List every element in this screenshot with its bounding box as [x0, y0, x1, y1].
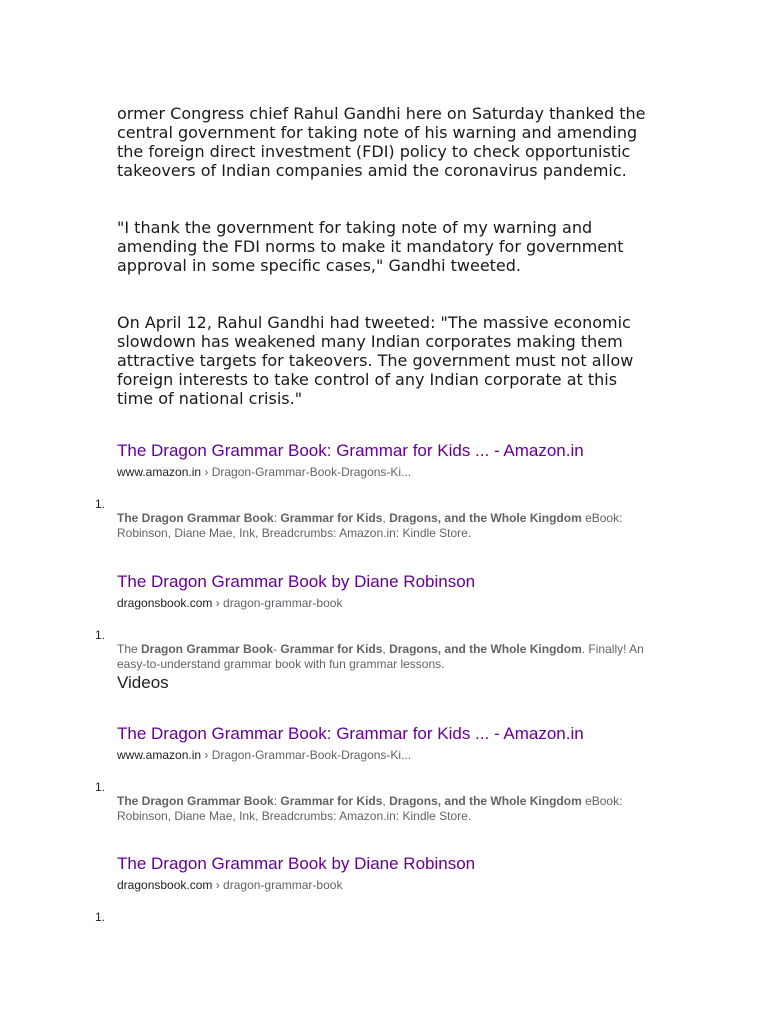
result-2-list-number: 1.: [95, 628, 106, 642]
result-3-host: www.amazon.in: [117, 748, 202, 762]
result-1-snippet: [117, 511, 657, 540]
result-2-title-link[interactable]: The Dragon Grammar Book by Diane Robinson: [117, 572, 476, 591]
snippet-text: -: [273, 642, 281, 656]
result-4-path: › dragon-grammar-book: [212, 878, 343, 892]
result-4-host: dragonsbook.com: [117, 878, 213, 892]
snippet-bold: Dragons, and the Whole Kingdom: [389, 511, 582, 525]
result-1-list-number: 1.: [95, 497, 106, 511]
snippet-text: :: [273, 511, 281, 525]
result-4-list-number: 1.: [95, 910, 106, 924]
result-1-host: www.amazon.in: [117, 465, 202, 479]
snippet-text: :: [273, 794, 281, 808]
snippet-text: ,: [382, 794, 390, 808]
videos-heading: Videos: [117, 673, 169, 692]
result-3-path: › Dragon-Grammar-Book-Dragons-Ki...: [201, 748, 412, 762]
article-paragraph-3: On April 12, Rahul Gandhi had tweeted: "The massive economic slowdown has weakened many Indian corporates making them attractive targets for takeovers. The government must not allow foreign interests to take control of any Indian corporate at this time of national crisis.": [117, 313, 634, 408]
snippet-bold: The Dragon Grammar Book: [117, 511, 274, 525]
result-1-url: [117, 465, 411, 480]
snippet-text: The: [117, 642, 142, 656]
snippet-bold: The Dragon Grammar Book: [117, 794, 274, 808]
result-3-url: [117, 748, 411, 763]
article-paragraph-2: "I thank the government for taking note of my warning and amending the FDI norms to make it mandatory for government approval in some specific cases," Gandhi tweeted.: [117, 218, 624, 275]
result-4-title-link[interactable]: The Dragon Grammar Book by Diane Robinson: [117, 854, 476, 873]
snippet-text: eBook: Robinson, Diane Mae, Ink, Breadcrumbs: Amazon.in: Kindle Store.: [117, 794, 623, 823]
snippet-bold: Dragons, and the Whole Kingdom: [389, 642, 582, 656]
article-paragraph-1: ormer Congress chief Rahul Gandhi here on Saturday thanked the central government for taking note of his warning and amending the foreign direct investment (FDI) policy to check opportunistic takeovers of Indian companies amid the coronavirus pandemic.: [117, 104, 646, 180]
snippet-bold: Dragons, and the Whole Kingdom: [389, 794, 582, 808]
result-2-url: [117, 596, 342, 611]
result-4-url: [117, 878, 342, 893]
result-2-host: dragonsbook.com: [117, 596, 213, 610]
result-3-snippet: [117, 794, 657, 823]
result-3-list-number: 1.: [95, 780, 106, 794]
snippet-text: ,: [382, 642, 390, 656]
snippet-bold: Grammar for Kids: [280, 642, 383, 656]
result-1-path: › Dragon-Grammar-Book-Dragons-Ki...: [201, 465, 412, 479]
snippet-bold: Dragon Grammar Book: [141, 642, 274, 656]
snippet-bold: Grammar for Kids: [280, 794, 383, 808]
result-2-path: › dragon-grammar-book: [212, 596, 343, 610]
snippet-bold: Grammar for Kids: [280, 511, 383, 525]
result-1-title-link[interactable]: The Dragon Grammar Book: Grammar for Kids ... - Amazon.in: [117, 441, 584, 460]
snippet-text: eBook: Robinson, Diane Mae, Ink, Breadcrumbs: Amazon.in: Kindle Store.: [117, 511, 623, 540]
snippet-text: ,: [382, 511, 390, 525]
snippet-text: . Finally! An easy-to-understand grammar book with fun grammar lessons.: [117, 642, 644, 671]
result-2-snippet: [117, 642, 657, 671]
result-3-title-link[interactable]: The Dragon Grammar Book: Grammar for Kids ... - Amazon.in: [117, 724, 584, 743]
